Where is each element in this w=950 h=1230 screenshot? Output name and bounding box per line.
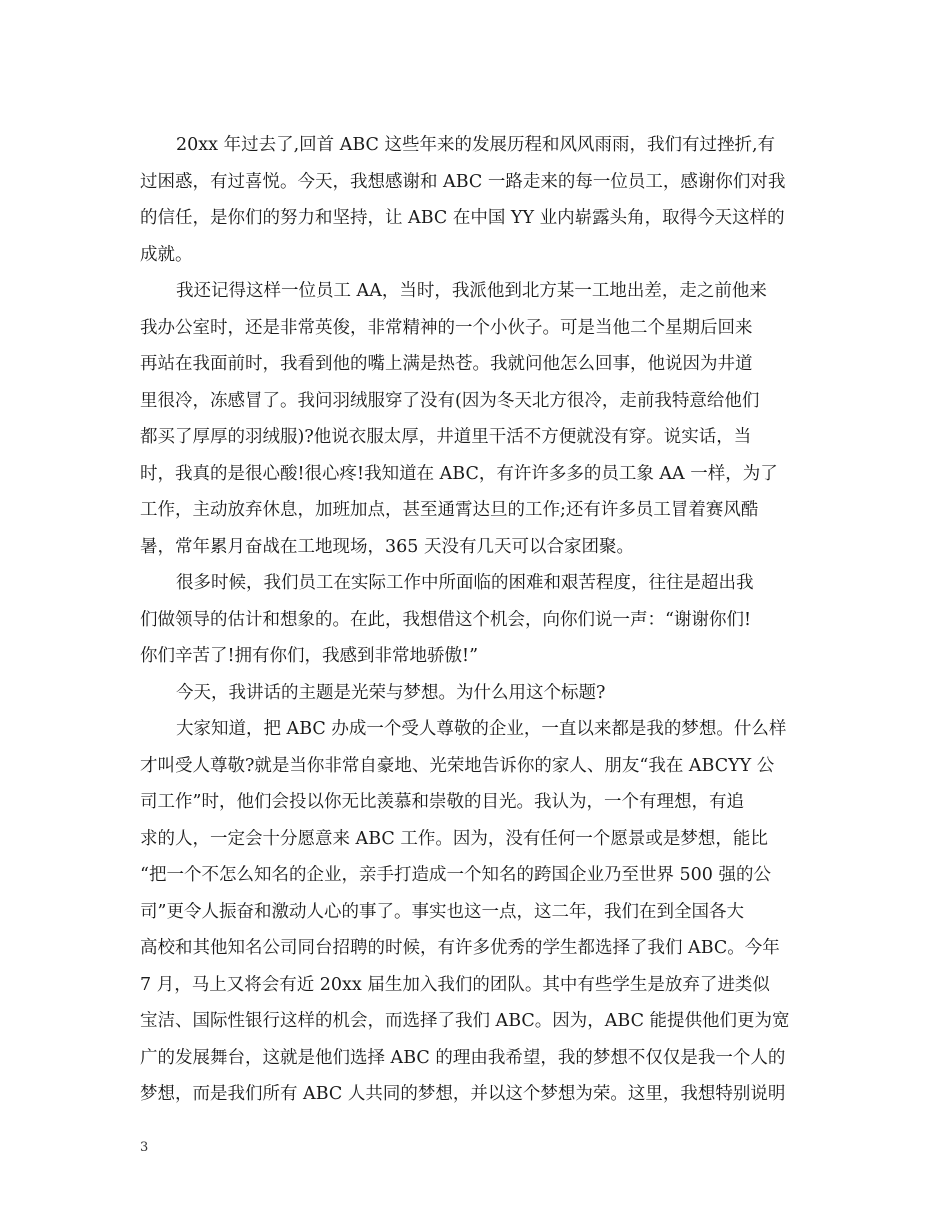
text-line: 司”更令人振奋和激动人心的事了。事实也这一点，这二年，我们在到全国各大: [140, 902, 744, 922]
text-line: 7 月，马上又将会有近 20xx 届生加入我们的团队。其中有些学生是放弃了进类似: [140, 975, 770, 995]
text-line: 很多时候，我们员工在实际工作中所面临的困难和艰苦程度，往往是超出我: [176, 573, 754, 593]
text-line: 才叫受人尊敬?就是当你非常自豪地、光荣地告诉你的家人、朋友“我在 ABCYY 公: [140, 756, 775, 776]
text-line: 你们辛苦了!拥有你们，我感到非常地骄傲!”: [140, 646, 479, 666]
text-line: 工作，主动放弃休息，加班加点，甚至通霄达旦的工作;还有许多员工冒着赛风酷: [140, 500, 759, 520]
text-line: 成就。: [140, 245, 193, 265]
text-line: 里很冷，冻感冒了。我问羽绒服穿了没有(因为冬天北方很冷，走前我特意给他们: [140, 391, 760, 411]
text-line: 我还记得这样一位员工 AA，当时，我派他到北方某一工地出差，走之前他来: [176, 281, 767, 301]
text-line: 20xx 年过去了,回首 ABC 这些年来的发展历程和风风雨雨，我们有过挫折,有: [176, 135, 776, 155]
text-line: 过困惑，有过喜悦。今天，我想感谢和 ABC 一路走来的每一位员工，感谢你们对我: [140, 172, 786, 192]
text-line: 暑，常年累月奋战在工地现场，365 天没有几天可以合家团聚。: [140, 537, 634, 557]
text-line: 今天，我讲话的主题是光荣与梦想。为什么用这个标题?: [176, 683, 606, 703]
text-line: 广的发展舞台，这就是他们选择 ABC 的理由我希望，我的梦想不仅仅是我一个人的: [140, 1048, 786, 1068]
text-line: 我办公室时，还是非常英俊，非常精神的一个小伙子。可是当他二个星期后回来: [140, 318, 753, 338]
text-line: “把一个不怎么知名的企业，亲手打造成一个知名的跨国企业乃至世界 500 强的公: [140, 865, 771, 885]
text-line: 司工作”时，他们会投以你无比羡慕和崇敬的目光。我认为，一个有理想，有追: [140, 792, 744, 812]
text-line: 求的人，一定会十分愿意来 ABC 工作。因为，没有任何一个愿景或是梦想，能比: [140, 829, 768, 849]
text-line: 都买了厚厚的羽绒服)?他说衣服太厚，井道里干活不方便就没有穿。说实话，当: [140, 427, 752, 447]
text-line: 宝洁、国际性银行这样的机会，而选择了我们 ABC。因为，ABC 能提供他们更为宽: [140, 1011, 790, 1031]
text-line: 时，我真的是很心酸!很心疼!我知道在 ABC，有许许多多的员工象 AA 一样，为了: [140, 464, 778, 484]
text-line: 高校和其他知名公司同台招聘的时候，有许多优秀的学生都选择了我们 ABC。今年: [140, 938, 780, 958]
text-line: 再站在我面前时，我看到他的嘴上满是热苍。我就问他怎么回事，他说因为井道: [140, 354, 753, 374]
page-number: 3: [140, 1140, 149, 1155]
text-line: 大家知道，把 ABC 办成一个受人尊敬的企业，一直以来都是我的梦想。什么样: [176, 719, 787, 739]
text-line: 的信任，是你们的努力和坚持，让 ABC 在中国 YY 业内崭露头角，取得今天这样的: [140, 208, 785, 228]
text-line: 梦想，而是我们所有 ABC 人共同的梦想，并以这个梦想为荣。这里，我想特别说明: [140, 1084, 786, 1104]
text-line: 们做领导的估计和想象的。在此，我想借这个机会，向你们说一声：“谢谢你们!: [140, 610, 751, 630]
